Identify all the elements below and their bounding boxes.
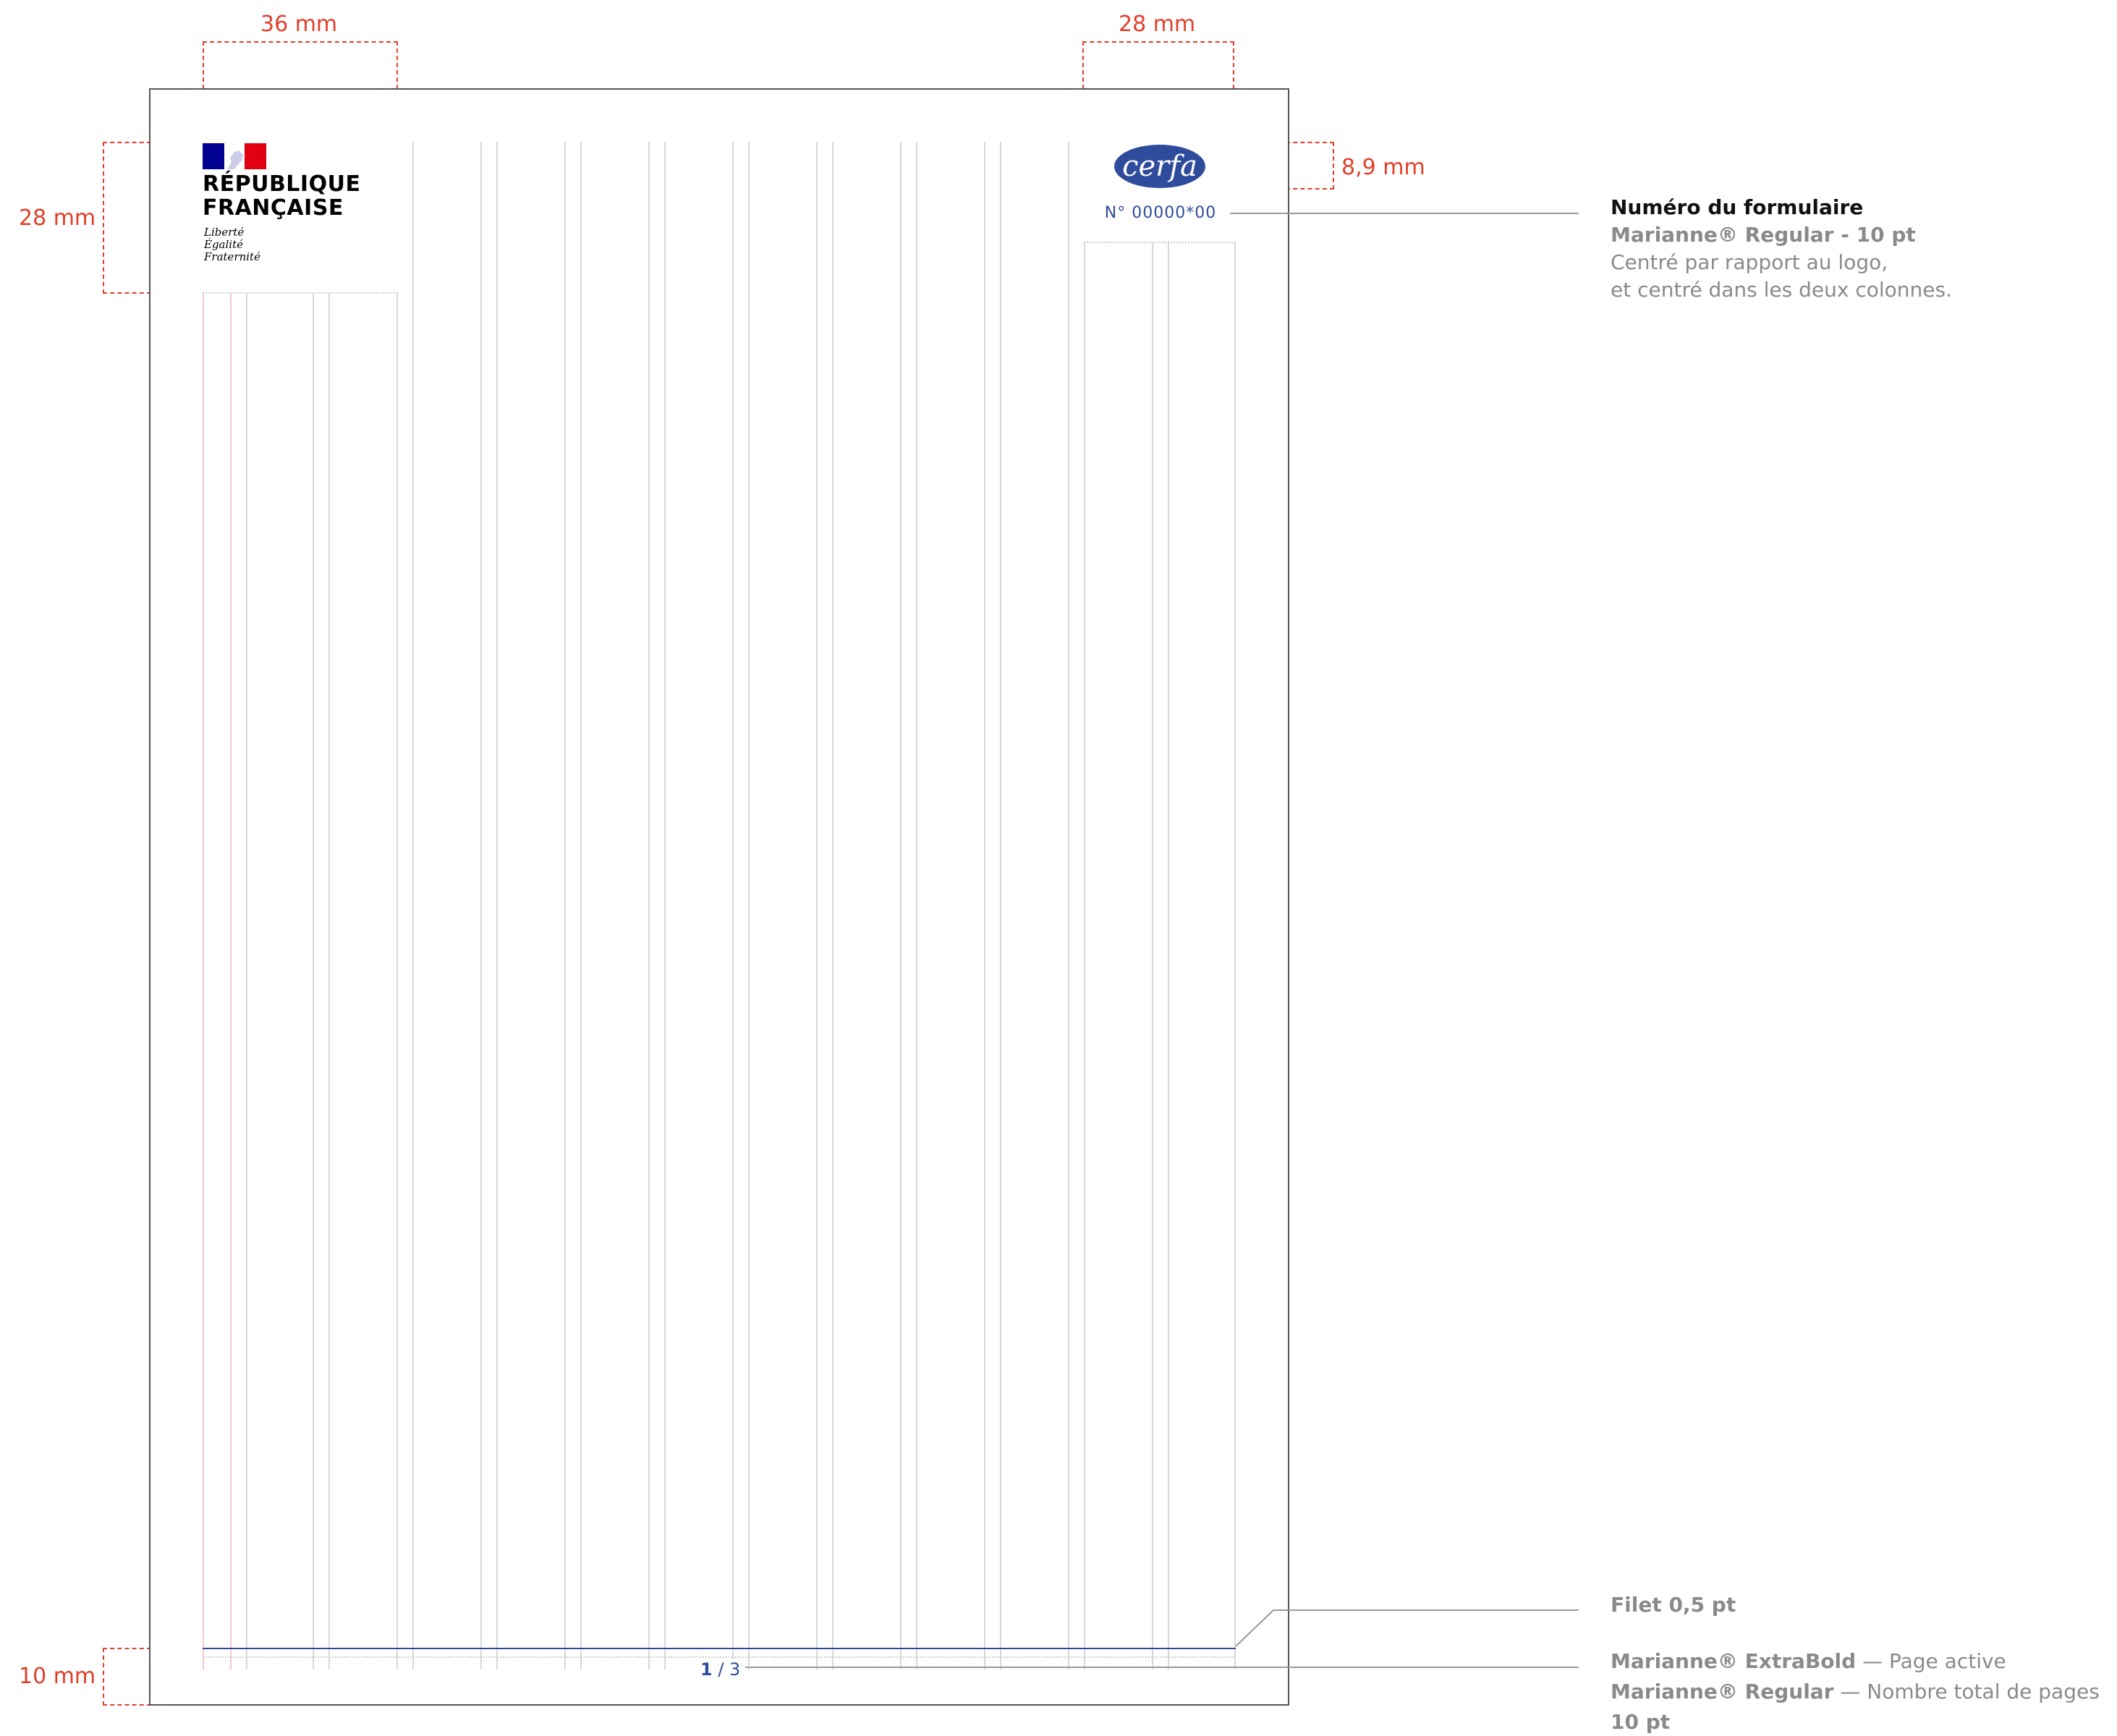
dim-label-cerfa-width: 28 mm [1119,12,1196,37]
annotation-rule-title: Filet 0,5 pt [1611,1593,1736,1617]
grid-column-line [564,142,566,1669]
grid-column-line [480,142,482,1669]
rf-title-line1: RÉPUBLIQUE [203,171,361,197]
margin-guide-left [203,142,204,1669]
grid-column-line [748,142,750,1669]
rf-motto-fraternite: Fraternité [204,250,260,263]
grid-column-line [664,142,666,1669]
grid-column-line [496,142,498,1669]
pagination-active: 1 [700,1659,713,1680]
cerfa-logo [1114,145,1205,188]
footer-rule [203,1648,1236,1649]
grid-column-line [648,142,650,1669]
annotation-pagination-size: 10 pt [1611,1710,1671,1734]
grid-column-line [900,142,901,1669]
grid-column-line [816,142,818,1669]
grid-column-line [246,142,247,1669]
marianne-flag-logo [203,143,266,169]
dim-label-rf-height: 28 mm [19,205,96,231]
rf-title-line2: FRANÇAISE [203,195,344,221]
annotation-pagination-regular: Marianne® Regular [1611,1680,1834,1703]
dim-label-rf-width: 36 mm [260,12,338,37]
grid-column-line [1068,142,1069,1669]
annotation-pagination-regular-desc: — Nombre total de pages [1833,1680,2100,1703]
flag-blue [203,143,224,169]
annotation-form-number [1611,194,1952,304]
margin-guide-inner [230,142,232,1669]
leader-rule [1230,1606,1584,1649]
marianne-profile-icon [224,143,245,169]
rf-motto-liberte: Liberté [204,226,245,239]
pagination [699,1659,742,1680]
grid-column-line [1084,142,1085,1669]
dim-label-cerfa-height: 8,9 mm [1341,155,1425,180]
footer-guide [203,1656,1236,1658]
grid-column-line [1152,142,1153,1669]
grid-column-line [328,142,330,1669]
annotation-pagination-regular-row [1611,1678,2100,1709]
annotation-pagination-extrabold: Marianne® ExtraBold [1611,1649,1857,1673]
grid-column-line [1168,142,1169,1669]
form-number: N° 00000*00 [1104,204,1217,222]
annotation-pagination-extrabold-row [1611,1648,2100,1678]
dim-label-bottom-margin: 10 mm [19,1664,96,1689]
annotation-pagination-extrabold-desc: — Page active [1856,1649,2006,1673]
grid-column-line [412,142,414,1669]
grid-column-line [916,142,917,1669]
flag-white [224,143,245,169]
grid-column-line [984,142,985,1669]
document-page [149,88,1289,1706]
annotation-form-number-title: Numéro du formulaire [1611,195,1864,219]
leader-form-number [1230,213,1579,214]
grid-column-line [832,142,833,1669]
annotation-form-number-line2: et centré dans les deux colonnes. [1611,278,1952,302]
cerfa-logo-text: cerfa [1122,150,1197,183]
grid-column-line [1234,142,1236,1669]
leader-pagination [745,1667,1579,1668]
annotation-form-number-font: Marianne® Regular - 10 pt [1611,223,1916,247]
annotation-pagination [1611,1648,2100,1736]
grid-column-line [1000,142,1001,1669]
grid-column-line [313,142,314,1669]
rf-motto-egalite: Égalité [204,238,243,251]
grid-column-line [580,142,582,1669]
pagination-total: / 3 [718,1659,741,1680]
annotation-form-number-line1: Centré par rapport au logo, [1611,250,1888,274]
grid-column-line [396,142,398,1669]
flag-red [245,143,266,169]
grid-column-line [732,142,734,1669]
